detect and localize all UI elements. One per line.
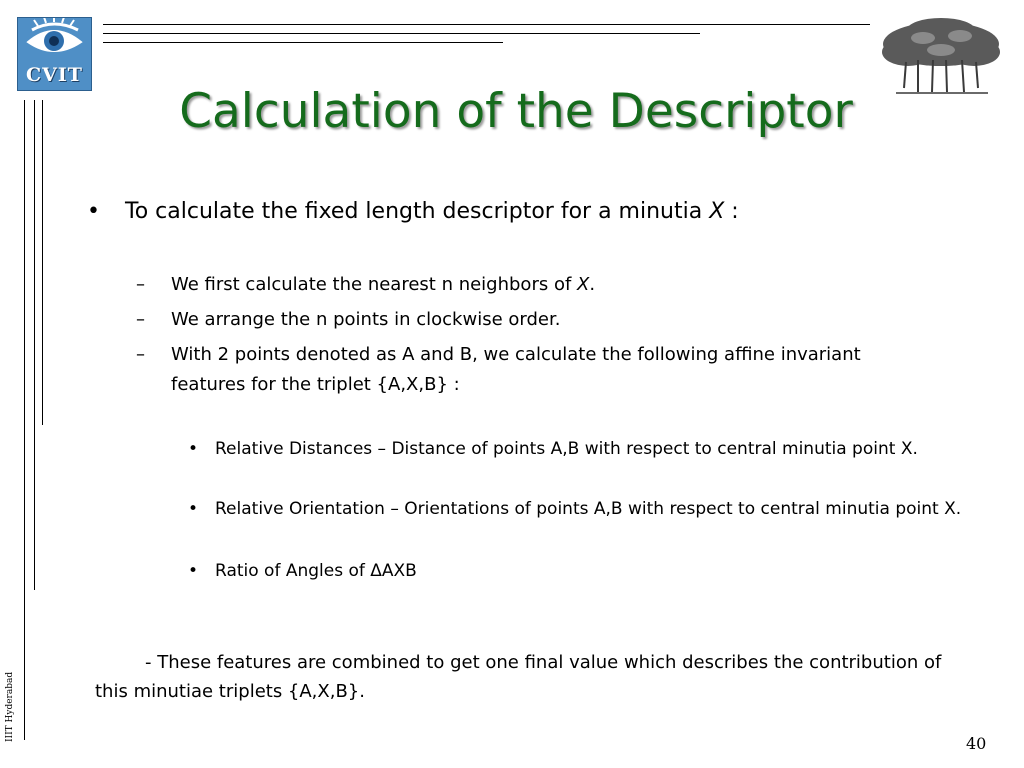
cvit-logo xyxy=(17,17,92,91)
sub-item-end: . xyxy=(589,274,596,295)
main-bullet-end: : xyxy=(724,199,739,224)
header-rule-3 xyxy=(103,42,503,43)
feature-text: Relative Distances – Distance of points A,B with respect to central minutia point X. xyxy=(215,439,918,459)
logo-text: CVIT xyxy=(26,64,83,86)
eye-icon xyxy=(18,18,91,62)
side-rule-2 xyxy=(34,100,35,590)
header-rule-2 xyxy=(103,33,700,34)
conclusion-paragraph xyxy=(95,648,975,706)
sub-item-text: We arrange the n points in clockwise order. xyxy=(171,309,561,330)
feature-text: Ratio of Angles of ΔAXB xyxy=(215,561,417,581)
main-bullet-text: To calculate the fixed length descriptor for a minutia xyxy=(125,199,710,224)
dash-icon: – xyxy=(136,309,145,330)
side-rule-3 xyxy=(42,100,43,425)
page-title: Calculation of the Descriptor xyxy=(179,84,853,139)
dash-icon: – xyxy=(136,274,145,295)
bullet-icon: • xyxy=(87,199,100,224)
page-number: 40 xyxy=(966,734,987,753)
conclusion-text: - These features are combined to get one final value which describes the contribution of this minutiae triplets {A,X,B}. xyxy=(95,652,942,702)
header-rule-1 xyxy=(103,24,870,25)
dash-icon: – xyxy=(136,344,145,365)
sub-item-var: X xyxy=(577,274,590,295)
feature-text: Relative Orientation – Orientations of points A,B with respect to central minutia point X. xyxy=(215,499,962,519)
bullet-icon: • xyxy=(188,499,199,519)
side-rule-1 xyxy=(24,100,25,740)
main-bullet-var: X xyxy=(709,199,725,224)
footer-label: IIIT Hyderabad xyxy=(5,671,15,742)
sub-item-text: With 2 points denoted as A and B, we calculate the following affine invariant features for the triplet {A,X,B} : xyxy=(171,344,861,395)
sub-item-text: We first calculate the nearest n neighbors of xyxy=(171,274,578,295)
bullet-icon: • xyxy=(188,439,199,459)
bullet-icon: • xyxy=(188,561,199,581)
